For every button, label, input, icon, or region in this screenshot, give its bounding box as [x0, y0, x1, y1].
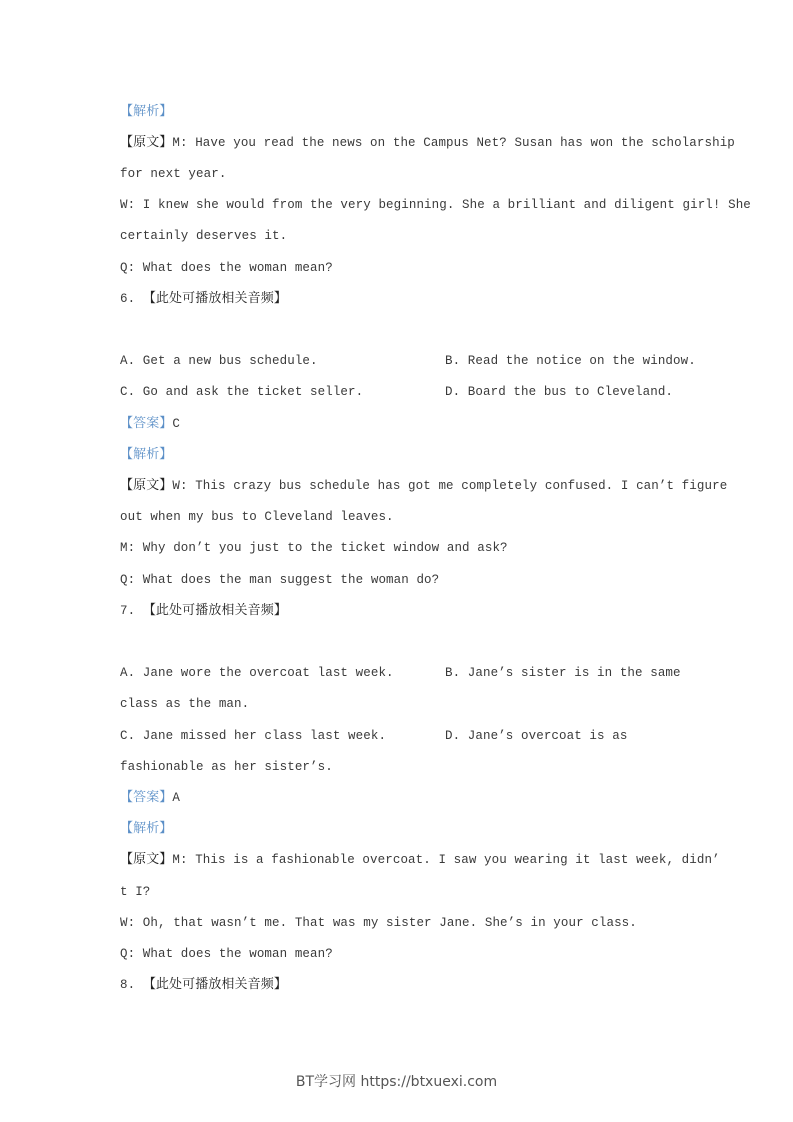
transcript-line: [120, 228, 287, 244]
transcript-question: [120, 946, 333, 962]
option-d: D. Jane’s overcoat is as: [445, 729, 628, 743]
analysis-label: 【解析】: [120, 821, 173, 836]
transcript-text: out when my bus to Cleveland leaves.: [120, 510, 394, 524]
option-row: [445, 353, 696, 369]
transcript-question: [120, 572, 439, 588]
transcript-text: M: Why don’t you just to the ticket window and ask?: [120, 541, 508, 555]
question-number: 8.: [120, 978, 136, 992]
question-text: Q: What does the woman mean?: [120, 261, 333, 275]
transcript-line: [120, 540, 508, 556]
transcript-question: [120, 260, 333, 276]
option-b: B. Read the notice on the window.: [445, 354, 696, 368]
analysis-heading: [120, 447, 172, 463]
transcript-line: [120, 166, 226, 182]
transcript-text: certainly deserves it.: [120, 229, 288, 243]
question-number: 6.: [120, 292, 136, 306]
transcript-line: [120, 478, 727, 494]
audio-placeholder[interactable]: 【此处可播放相关音频】: [142, 603, 287, 618]
transcript-text: t I?: [120, 885, 151, 899]
transcript-line: [120, 197, 751, 213]
answer-line: [120, 790, 180, 806]
transcript-line: [120, 884, 150, 900]
answer-line: [120, 416, 180, 432]
question-number: 7.: [120, 604, 136, 618]
answer-value: A: [172, 791, 181, 805]
option-c: C. Jane missed her class last week.: [120, 729, 387, 743]
original-label: 【原文】: [120, 478, 173, 493]
transcript-text: W: This crazy bus schedule has got me completely confused. I can’t figure: [172, 479, 728, 493]
audio-placeholder[interactable]: 【此处可播放相关音频】: [142, 977, 287, 992]
transcript-text: M: Have you read the news on the Campus Net? Susan has won the scholarship: [172, 136, 735, 150]
option-row: [445, 728, 627, 744]
transcript-line: [120, 135, 735, 151]
answer-label: 【答案】: [120, 416, 173, 431]
option-row: [120, 759, 333, 775]
transcript-text: W: Oh, that wasn’t me. That was my sister Jane. She’s in your class.: [120, 916, 637, 930]
transcript-line: [120, 509, 394, 525]
analysis-heading: [120, 104, 172, 120]
option-d: D. Board the bus to Cleveland.: [445, 385, 674, 399]
analysis-label: 【解析】: [120, 447, 173, 462]
option-b-continued: class as the man.: [120, 697, 250, 711]
option-a: A. Jane wore the overcoat last week.: [120, 666, 394, 680]
option-row: [120, 384, 363, 400]
analysis-label: 【解析】: [120, 104, 173, 119]
option-row: [120, 353, 318, 369]
option-row: [445, 665, 681, 681]
option-row: [120, 728, 386, 744]
transcript-line: [120, 915, 637, 931]
original-label: 【原文】: [120, 852, 173, 867]
option-d-continued: fashionable as her sister’s.: [120, 760, 333, 774]
question-6-header: [120, 291, 287, 307]
question-text: Q: What does the man suggest the woman do?: [120, 573, 440, 587]
option-c: C. Go and ask the ticket seller.: [120, 385, 364, 399]
audio-placeholder[interactable]: 【此处可播放相关音频】: [142, 291, 287, 306]
option-row: [120, 696, 249, 712]
original-label: 【原文】: [120, 135, 173, 150]
transcript-line: [120, 852, 720, 868]
question-8-header: [120, 977, 287, 993]
option-b: B. Jane’s sister is in the same: [445, 666, 681, 680]
question-7-header: [120, 603, 287, 619]
transcript-text: for next year.: [120, 167, 227, 181]
option-row: [445, 384, 673, 400]
option-row: [120, 665, 394, 681]
question-text: Q: What does the woman mean?: [120, 947, 333, 961]
transcript-text: W: I knew she would from the very beginning. She a brilliant and diligent girl! She: [120, 198, 751, 212]
answer-label: 【答案】: [120, 790, 173, 805]
analysis-heading: [120, 821, 172, 837]
answer-value: C: [172, 417, 181, 431]
option-a: A. Get a new bus schedule.: [120, 354, 318, 368]
transcript-text: M: This is a fashionable overcoat. I saw you wearing it last week, didn’: [172, 853, 720, 867]
footer-watermark: BT学习网 https://btxuexi.com: [295, 1074, 498, 1090]
